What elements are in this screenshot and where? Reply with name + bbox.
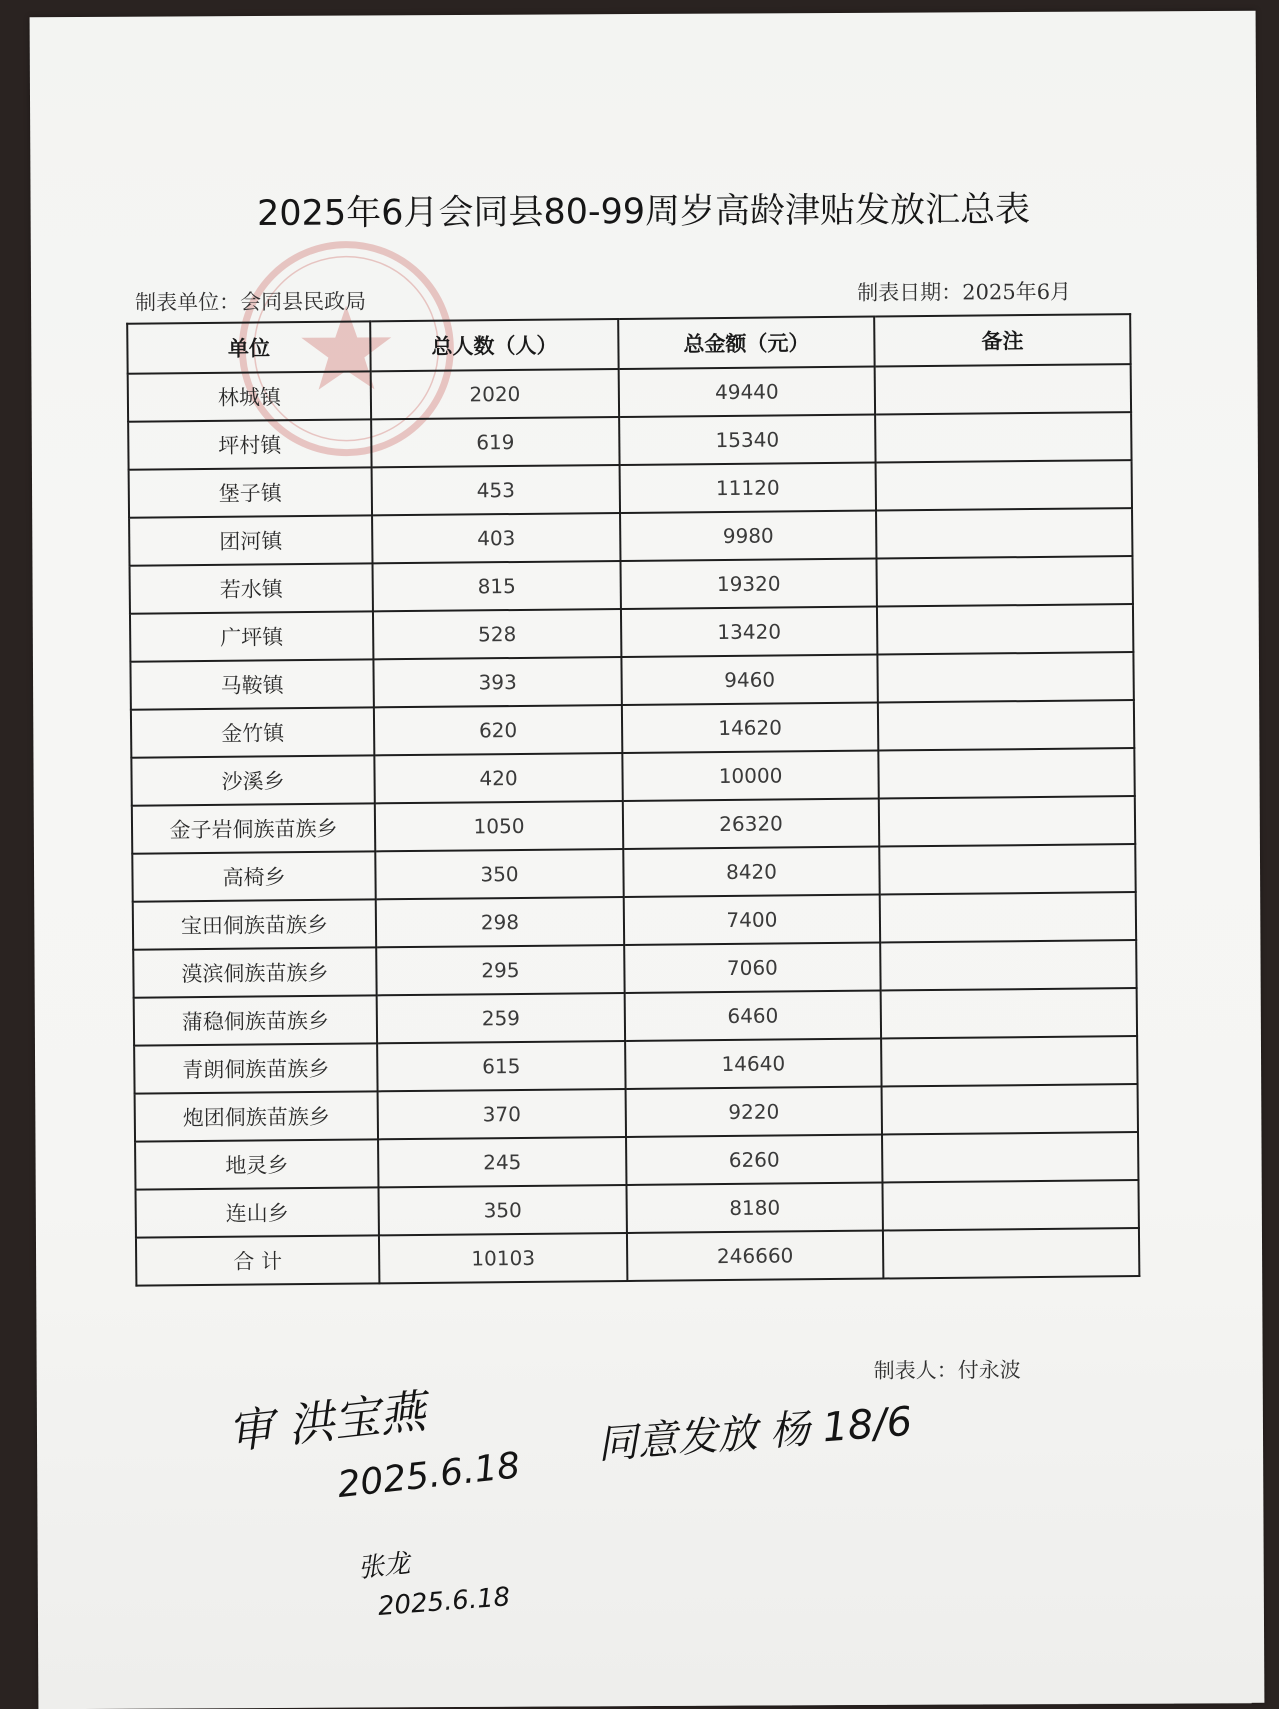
remarks-cell bbox=[878, 748, 1134, 798]
people-count-cell: 403 bbox=[372, 513, 620, 563]
unit-cell: 青朗侗族苗族乡 bbox=[134, 1043, 377, 1093]
people-count-cell: 453 bbox=[372, 465, 620, 515]
table-date-label: 制表日期：2025年6月 bbox=[857, 279, 1072, 305]
people-count-cell: 1050 bbox=[375, 801, 623, 851]
amount-cell: 14620 bbox=[622, 703, 878, 753]
unit-cell: 坪村镇 bbox=[128, 419, 371, 469]
remarks-cell bbox=[880, 892, 1136, 942]
remarks-cell bbox=[882, 1132, 1138, 1182]
unit-cell: 金竹镇 bbox=[131, 707, 374, 757]
remarks-cell bbox=[876, 460, 1132, 510]
table-total-row bbox=[136, 1228, 1139, 1286]
people-count-cell: 619 bbox=[371, 417, 619, 467]
unit-cell: 堡子镇 bbox=[129, 467, 372, 517]
unit-cell: 林城镇 bbox=[128, 371, 371, 421]
amount-cell: 6460 bbox=[625, 991, 881, 1041]
document-sheet bbox=[30, 11, 1265, 1709]
unit-cell: 马鞍镇 bbox=[130, 659, 373, 709]
amount-cell: 15340 bbox=[619, 415, 875, 465]
remarks-cell bbox=[877, 604, 1133, 654]
unit-cell: 连山乡 bbox=[136, 1187, 379, 1237]
amount-cell: 49440 bbox=[619, 367, 875, 417]
remarks-cell bbox=[880, 940, 1136, 990]
amount-cell: 246660 bbox=[627, 1230, 883, 1280]
unit-cell: 合 计 bbox=[136, 1235, 379, 1285]
amount-cell: 9220 bbox=[626, 1087, 882, 1137]
remarks-cell bbox=[882, 1180, 1138, 1230]
amount-cell: 8420 bbox=[623, 847, 879, 897]
remarks-cell bbox=[882, 1084, 1138, 1134]
remarks-cell bbox=[878, 700, 1134, 750]
unit-cell: 金子岩侗族苗族乡 bbox=[132, 803, 375, 853]
document-title: 2025年6月会同县80-99周岁高龄津贴发放汇总表 bbox=[256, 189, 1031, 235]
amount-cell: 8180 bbox=[626, 1182, 882, 1232]
preparer-label: 制表人：付永波 bbox=[873, 1358, 1021, 1383]
handwritten-second-signature: 张龙 bbox=[356, 1548, 412, 1585]
remarks-cell bbox=[875, 412, 1131, 462]
people-count-cell: 615 bbox=[377, 1041, 625, 1091]
issuing-unit-label: 制表单位：会同县民政局 bbox=[135, 289, 367, 315]
remarks-cell bbox=[879, 844, 1135, 894]
amount-cell: 11120 bbox=[620, 463, 876, 513]
amount-cell: 7060 bbox=[624, 943, 880, 993]
amount-cell: 26320 bbox=[623, 799, 879, 849]
handwritten-approval-note: 同意发放 杨 18/6 bbox=[595, 1398, 914, 1469]
amount-cell: 19320 bbox=[620, 559, 876, 609]
people-count-cell: 350 bbox=[378, 1185, 626, 1235]
remarks-cell bbox=[881, 1036, 1137, 1086]
unit-cell: 高椅乡 bbox=[132, 851, 375, 901]
handwritten-review-signature: 审 洪宝燕 bbox=[224, 1383, 429, 1460]
people-count-cell: 245 bbox=[378, 1137, 626, 1187]
remarks-cell bbox=[881, 988, 1137, 1038]
amount-cell: 6260 bbox=[626, 1135, 882, 1185]
people-count-cell: 298 bbox=[376, 897, 624, 947]
unit-cell: 广坪镇 bbox=[130, 611, 373, 661]
remarks-cell bbox=[883, 1228, 1139, 1278]
header-unit: 单位 bbox=[127, 321, 370, 373]
people-count-cell: 393 bbox=[373, 657, 621, 707]
people-count-cell: 620 bbox=[374, 705, 622, 755]
unit-cell: 团河镇 bbox=[129, 515, 372, 565]
unit-cell: 炮团侗族苗族乡 bbox=[135, 1091, 378, 1141]
people-count-cell: 2020 bbox=[371, 369, 619, 419]
unit-cell: 蒲稳侗族苗族乡 bbox=[134, 995, 377, 1045]
header-total-people: 总人数（人） bbox=[370, 319, 618, 371]
people-count-cell: 295 bbox=[376, 945, 624, 995]
people-count-cell: 420 bbox=[374, 753, 622, 803]
amount-cell: 14640 bbox=[625, 1039, 881, 1089]
people-count-cell: 10103 bbox=[379, 1233, 627, 1283]
remarks-cell bbox=[876, 556, 1132, 606]
amount-cell: 9980 bbox=[620, 511, 876, 561]
remarks-cell bbox=[876, 508, 1132, 558]
remarks-cell bbox=[879, 796, 1135, 846]
unit-cell: 宝田侗族苗族乡 bbox=[133, 899, 376, 949]
people-count-cell: 528 bbox=[373, 609, 621, 659]
unit-cell: 沙溪乡 bbox=[131, 755, 374, 805]
amount-cell: 7400 bbox=[624, 895, 880, 945]
handwritten-review-date: 2025.6.18 bbox=[335, 1445, 523, 1507]
unit-cell: 若水镇 bbox=[130, 563, 373, 613]
people-count-cell: 815 bbox=[373, 561, 621, 611]
handwritten-second-date: 2025.6.18 bbox=[376, 1582, 512, 1622]
header-remarks: 备注 bbox=[874, 314, 1130, 366]
remarks-cell bbox=[877, 652, 1133, 702]
amount-cell: 10000 bbox=[622, 751, 878, 801]
subsidy-summary-table bbox=[126, 313, 1140, 1287]
unit-cell: 漠滨侗族苗族乡 bbox=[133, 947, 376, 997]
amount-cell: 9460 bbox=[621, 655, 877, 705]
table-body bbox=[128, 364, 1140, 1286]
people-count-cell: 370 bbox=[378, 1089, 626, 1139]
people-count-cell: 350 bbox=[375, 849, 623, 899]
header-total-amount: 总金额（元） bbox=[618, 317, 874, 369]
remarks-cell bbox=[875, 364, 1131, 414]
unit-cell: 地灵乡 bbox=[135, 1139, 378, 1189]
people-count-cell: 259 bbox=[377, 993, 625, 1043]
amount-cell: 13420 bbox=[621, 607, 877, 657]
